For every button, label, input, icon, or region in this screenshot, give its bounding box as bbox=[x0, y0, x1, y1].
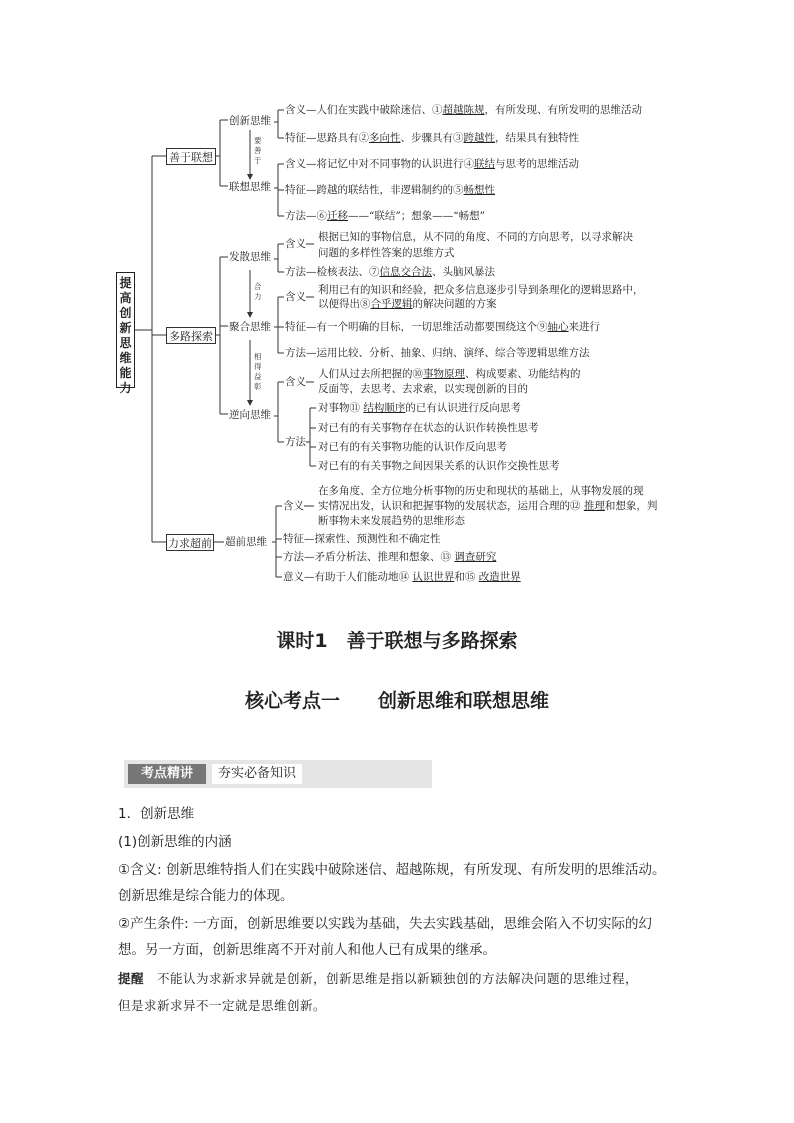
reverse-meaning-label: 含义 bbox=[285, 376, 306, 388]
forward-significance: 意义—有助于人们能动地⑭ 认识世界和⑮ 改造世界 bbox=[283, 571, 521, 583]
lesson-title: 课时1 善于联想与多路探索 bbox=[276, 630, 518, 652]
forward-meaning-2: 实情况出发，认识和把握事物的发展状态，运用合理的⑫ 推理和想象，判 bbox=[318, 500, 658, 512]
heading-1: 1．创新思维 bbox=[118, 806, 195, 822]
assoc-meaning: 含义—将记忆中对不同事物的认识进行④联结与思考的思维活动 bbox=[285, 158, 579, 170]
forward-method: 方法—矛盾分析法、推理和想象、⑬ 调查研究 bbox=[283, 551, 497, 563]
convergent-meaning-2: 以便得出⑧合乎逻辑的解决问题的方案 bbox=[318, 298, 497, 310]
convergent-meaning-label: 含义 bbox=[285, 291, 306, 303]
paragraph-1b: 创新思维是综合能力的体现。 bbox=[118, 888, 294, 904]
reverse-meaning-1: 人们从过去所把握的⑩事物原理、构成要素、功能结构的 bbox=[318, 368, 581, 380]
reverse-method-label: 方法 bbox=[285, 436, 306, 448]
divergent-meaning-1: 根据已知的事物信息，从不同的角度、不同的方向思考，以寻求解决 bbox=[318, 231, 633, 243]
forward-meaning-label: 含义 bbox=[283, 500, 304, 512]
creative-meaning: 含义—人们在实践中破除迷信、①超越陈规，有所发现、有所发明的思维活动 bbox=[285, 104, 642, 116]
arrow-label-yaoshanyu: 要善于 bbox=[254, 136, 262, 165]
node-association-thinking: 联想思维 bbox=[229, 181, 271, 193]
convergent-method: 方法—运用比较、分析、抽象、归纳、演绎、综合等逻辑思维方法 bbox=[285, 347, 590, 359]
node-reverse-thinking: 逆向思维 bbox=[229, 409, 271, 421]
node-convergent-thinking: 聚合思维 bbox=[229, 321, 271, 333]
reverse-meaning-2: 反面等，去思考、去求索，以实现创新的目的 bbox=[318, 383, 528, 395]
forward-meaning-1: 在多角度、全方位地分析事物的历史和现状的基础上，从事物发展的现 bbox=[318, 485, 644, 497]
section-banner bbox=[124, 760, 432, 788]
forward-meaning-3: 断事物未来发展趋势的思维形态 bbox=[318, 515, 465, 527]
mindmap-root bbox=[116, 272, 135, 395]
tip-label: 提醒 bbox=[118, 971, 145, 986]
assoc-feature: 特征—跨越的联结性，非逻辑制约的⑤畅想性 bbox=[285, 184, 495, 196]
forward-feature: 特征—探索性、预测性和不确定性 bbox=[283, 533, 441, 545]
convergent-meaning-1: 利用已有的知识和经验，把众多信息逐步引导到条理化的逻辑思路中， bbox=[318, 284, 644, 296]
tip-line-2: 但是求新求异不一定就是思维创新。 bbox=[118, 998, 327, 1013]
divergent-meaning-2: 问题的多样性答案的思维方式 bbox=[318, 247, 455, 259]
reverse-method-3: 对已有的有关事物功能的认识作反向思考 bbox=[318, 441, 507, 453]
node-divergent-thinking: 发散思维 bbox=[229, 251, 271, 263]
branch-label: 力求超前 bbox=[168, 537, 212, 550]
branch-shanyu-lianxiang bbox=[166, 148, 216, 165]
node-forward-thinking: 超前思维 bbox=[225, 536, 267, 548]
assoc-method: 方法—⑥迁移——“联结”；想象——“畅想” bbox=[285, 210, 485, 222]
branch-liqiu-chaoqian bbox=[166, 534, 214, 551]
reverse-method-4: 对已有的有关事物之间因果关系的认识作交换性思考 bbox=[318, 460, 560, 472]
creative-feature: 特征—思路具有②多向性、步骤具有③跨越性，结果具有独特性 bbox=[285, 132, 579, 144]
divergent-meaning-label: 含义 bbox=[285, 238, 306, 250]
tip-line-1: 提醒 不能认为求新求异就是创新，创新思维是指以新颖独创的方法解决问题的思维过程， bbox=[118, 971, 639, 986]
reverse-method-1: 对事物⑪ 结构顺序的已有认识进行反向思考 bbox=[318, 402, 521, 414]
banner-tag: 考点精讲 bbox=[128, 764, 206, 784]
arrow-label-heli: 合力 bbox=[254, 282, 262, 301]
branch-duolu-tansuo bbox=[166, 327, 216, 344]
root-label: 提高创新思维能力 bbox=[119, 276, 132, 395]
banner-subtitle: 夯实必备知识 bbox=[212, 764, 302, 784]
reverse-method-2: 对已有的有关事物存在状态的认识作转换性思考 bbox=[318, 422, 539, 434]
convergent-feature: 特征—有一个明确的目标，一切思维活动都要围绕这个⑨轴心来进行 bbox=[285, 321, 600, 333]
section-title: 核心考点一 创新思维和联想思维 bbox=[244, 690, 549, 712]
paragraph-2b: 想。另一方面，创新思维离不开对前人和他人已有成果的继承。 bbox=[118, 942, 496, 958]
branch-label: 多路探索 bbox=[169, 330, 213, 343]
arrow-label-xiangde-yizhang: 相得益彰 bbox=[254, 352, 262, 391]
node-creative-thinking: 创新思维 bbox=[229, 115, 271, 127]
divergent-method: 方法—检核表法、⑦信息交合法、头脑风暴法 bbox=[285, 266, 495, 278]
heading-2: (1)创新思维的内涵 bbox=[118, 834, 232, 850]
paragraph-1a: ①含义: 创新思维特指人们在实践中破除迷信、超越陈规，有所发现、有所发明的思维活动。 bbox=[118, 862, 666, 878]
branch-label: 善于联想 bbox=[169, 151, 213, 164]
paragraph-2a: ②产生条件: 一方面，创新思维要以实践为基础，失去实践基础，思维会陷入不切实际的幻 bbox=[118, 916, 652, 932]
